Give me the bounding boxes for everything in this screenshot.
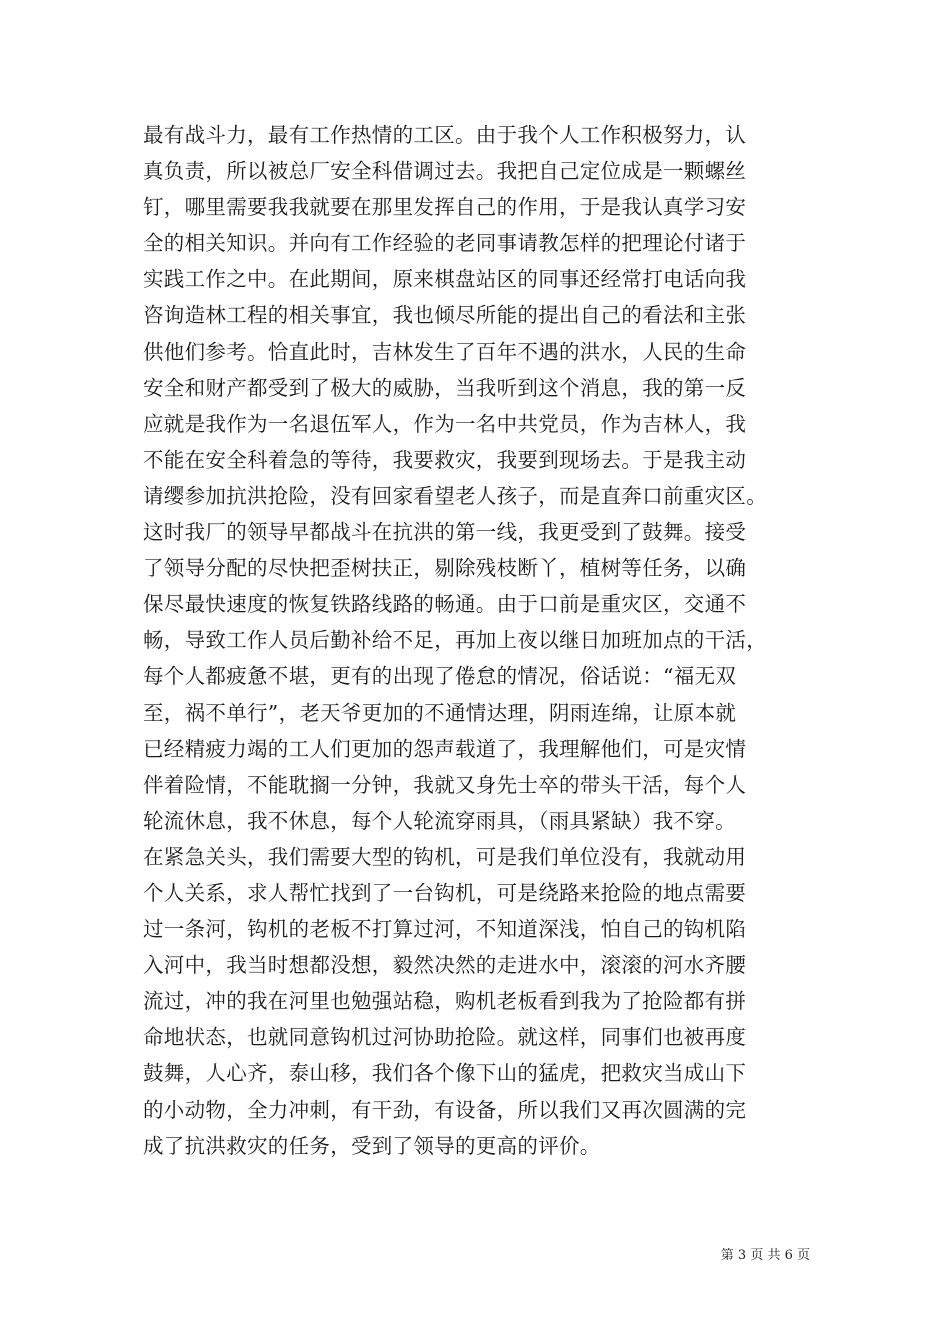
text-line: 命地状态，也就同意钩机过河协助抢险。就这样，同事们也被再度 bbox=[143, 1025, 747, 1050]
text-line: 在紧急关头，我们需要大型的钩机，可是我们单位没有，我就动用 bbox=[143, 844, 747, 869]
text-line: 钉，哪里需要我我就要在那里发挥自己的作用，于是我认真学习安 bbox=[143, 195, 747, 220]
text-line: 安全和财产都受到了极大的威胁，当我听到这个消息，我的第一反 bbox=[143, 375, 747, 400]
text-line: 轮流休息，我不休息，每个人轮流穿雨具，（雨具紧缺）我不穿。 bbox=[143, 808, 736, 833]
text-line: 全的相关知识。并向有工作经验的老同事请教怎样的把理论付诸于 bbox=[143, 231, 747, 256]
text-line: 鼓舞，人心齐，泰山移，我们各个像下山的猛虎，把救灾当成山下 bbox=[143, 1061, 747, 1086]
text-line: 流过，冲的我在河里也勉强站稳，购机老板看到我为了抢险都有拼 bbox=[143, 989, 747, 1014]
text-line: 保尽最快速度的恢复铁路线路的畅通。由于口前是重灾区，交通不 bbox=[143, 592, 747, 617]
text-line: 的小动物，全力冲刺，有干劲，有设备，所以我们又再次圆满的完 bbox=[143, 1097, 747, 1122]
text-line: 最有战斗力，最有工作热情的工区。由于我个人工作积极努力，认 bbox=[143, 123, 747, 147]
text-line: 实践工作之中。在此期间，原来棋盘站区的同事还经常打电话向我 bbox=[143, 267, 747, 292]
page-number-footer: 第 3 页 共 6 页 bbox=[720, 1248, 810, 1263]
text-line: 供他们参考。恰直此时，吉林发生了百年不遇的洪水，人民的生命 bbox=[143, 339, 747, 364]
text-line: 成了抗洪救灾的任务，受到了领导的更高的评价。 bbox=[143, 1133, 601, 1158]
text-line: 入河中，我当时想都没想，毅然决然的走进水中，滚滚的河水齐腰 bbox=[143, 953, 747, 978]
text-line: 过一条河，钩机的老板不打算过河，不知道深浅，怕自己的钩机陷 bbox=[143, 917, 747, 942]
text-line: 真负责，所以被总厂安全科借调过去。我把自己定位成是一颗螺丝 bbox=[143, 159, 747, 184]
text-line: 请缨参加抗洪抢险，没有回家看望老人孩子，而是直奔口前重灾区。 bbox=[143, 483, 767, 508]
text-line: 每个人都疲惫不堪，更有的出现了倦怠的情况，俗话说：“福无双 bbox=[143, 664, 737, 689]
text-line: 个人关系，求人帮忙找到了一台钩机，可是绕路来抢险的地点需要 bbox=[143, 880, 747, 905]
text-line: 咨询造林工程的相关事宜，我也倾尽所能的提出自己的看法和主张 bbox=[143, 303, 747, 328]
text-line: 已经精疲力竭的工人们更加的怨声载道了，我理解他们，可是灾情 bbox=[143, 736, 747, 761]
body-text bbox=[143, 117, 823, 1164]
text-line: 畅，导致工作人员后勤补给不足，再加上夜以继日加班加点的干活， bbox=[143, 628, 767, 653]
text-line: 至，祸不单行”，老天爷更加的不通情达理，阴雨连绵，让原本就 bbox=[143, 700, 737, 725]
text-line: 伴着险情，不能耽搁一分钟，我就又身先士卒的带头干活，每个人 bbox=[143, 772, 747, 797]
text-line: 这时我厂的领导早都战斗在抗洪的第一线，我更受到了鼓舞。接受 bbox=[143, 520, 747, 545]
text-line: 应就是我作为一名退伍军人，作为一名中共党员，作为吉林人，我 bbox=[143, 411, 747, 436]
text-line: 了领导分配的尽快把歪树扶正，剔除残枝断丫，植树等任务，以确 bbox=[143, 556, 747, 581]
text-line: 不能在安全科着急的等待，我要救灾，我要到现场去。于是我主动 bbox=[143, 447, 747, 472]
